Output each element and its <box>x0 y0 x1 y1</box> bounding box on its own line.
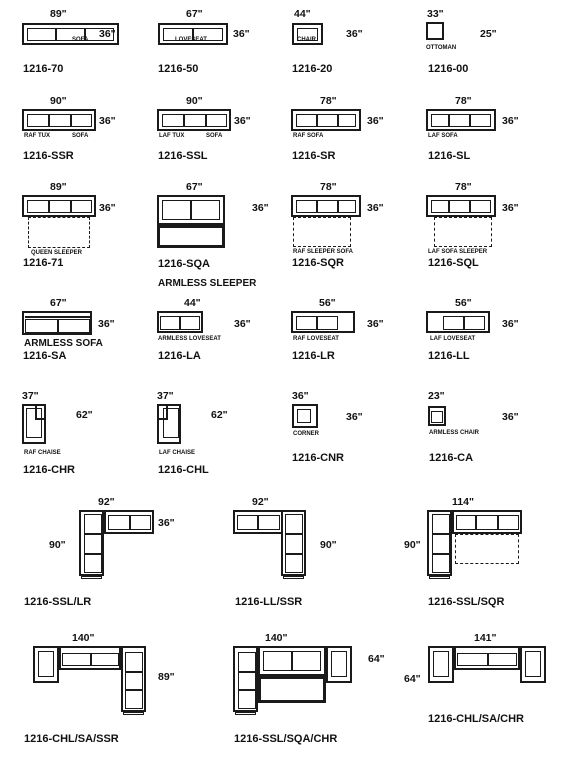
item-code: 1216-SL <box>428 150 471 162</box>
sectional-left-diagram <box>233 510 283 534</box>
width-dim: 141" <box>474 632 497 644</box>
armless-chair-diagram <box>428 406 446 426</box>
item-code: 1216-71 <box>23 257 64 269</box>
width-dim: 67" <box>50 297 67 309</box>
sleeper-diagram <box>157 195 225 225</box>
piece-label: LAF LOVESEAT <box>430 336 476 342</box>
side-dim: 90" <box>49 539 66 551</box>
sectional-right-diagram <box>104 510 154 534</box>
piece-label-left: LAF TUX <box>159 133 185 139</box>
width-dim: 56" <box>455 297 472 309</box>
sectional-diagram <box>157 109 231 131</box>
width-dim: 78" <box>320 181 337 193</box>
armless-sleeper-diagram <box>258 646 326 676</box>
item-code: 1216-SSL/SQA/CHR <box>234 733 338 745</box>
chaise-back <box>157 404 168 420</box>
depth-dim: 36" <box>367 202 384 214</box>
depth-dim: 36" <box>99 28 116 40</box>
item-code: 1216-LL <box>428 350 470 362</box>
chaise-diagram <box>326 646 352 683</box>
width-dim: 44" <box>294 8 311 20</box>
item-code: 1216-00 <box>428 63 469 75</box>
item-subtitle: ARMLESS SOFA <box>24 338 103 349</box>
piece-label: QUEEN SLEEPER <box>31 250 83 256</box>
item-code: 1216-CHR <box>23 464 75 476</box>
sleeper-diagram <box>291 195 361 217</box>
piece-label: RAF CHAISE <box>24 450 61 456</box>
depth-dim: 36" <box>234 115 251 127</box>
side-dim: 90" <box>320 539 337 551</box>
side-dim: 64" <box>368 653 385 665</box>
depth-dim: 36" <box>234 318 251 330</box>
sleeper-bed-outline <box>293 217 351 247</box>
piece-label: OTTOMAN <box>426 45 457 51</box>
armless-sofa-diagram <box>59 646 121 670</box>
width-dim: 140" <box>265 632 288 644</box>
sectional-right-diagram <box>452 510 522 534</box>
piece-label: LAF SOFA SLEEPER <box>428 249 488 255</box>
sleeper-bed-outline <box>455 534 519 564</box>
depth-dim: 36" <box>158 517 175 529</box>
item-code: 1216-SQR <box>292 257 344 269</box>
item-code: 1216-SSR <box>23 150 74 162</box>
depth-dim: 36" <box>98 318 115 330</box>
width-dim: 92" <box>252 496 269 508</box>
side-dim: 89" <box>158 671 175 683</box>
sleeper-diagram <box>426 195 496 217</box>
depth-dim: 62" <box>76 409 93 421</box>
sectional-diagram <box>22 109 96 131</box>
width-dim: 89" <box>50 181 67 193</box>
depth-dim: 36" <box>99 115 116 127</box>
depth-dim: 36" <box>367 318 384 330</box>
piece-label: LAF CHAISE <box>159 450 195 456</box>
piece-label: ARMLESS CHAIR <box>429 430 480 436</box>
width-dim: 56" <box>319 297 336 309</box>
item-code: 1216-CHL/SA/SSR <box>24 733 119 745</box>
sofa-diagram <box>22 311 92 335</box>
depth-dim: 36" <box>346 411 363 423</box>
depth-dim: 36" <box>99 202 116 214</box>
piece-label: CHAIR <box>297 37 316 43</box>
chaise-diagram <box>520 646 546 683</box>
piece-label-right: SOFA <box>72 133 89 139</box>
sleeper-bed-outline <box>434 217 492 247</box>
width-dim: 114" <box>452 496 474 508</box>
armless-sofa-diagram <box>454 646 520 670</box>
item-code: 1216-LA <box>158 350 201 362</box>
side-dim: 90" <box>404 539 421 551</box>
loveseat-diagram <box>291 311 355 333</box>
item-code: 1216-SSL <box>158 150 208 162</box>
item-code: 1216-20 <box>292 63 333 75</box>
ottoman-diagram <box>426 22 444 40</box>
width-dim: 78" <box>455 181 472 193</box>
width-dim: 92" <box>98 496 115 508</box>
width-dim: 140" <box>72 632 95 644</box>
depth-dim: 36" <box>252 202 269 214</box>
depth-dim: 25" <box>480 28 497 40</box>
width-dim: 90" <box>186 95 203 107</box>
item-code: 1216-SQA <box>158 258 210 270</box>
item-code: 1216-SSL/SQR <box>428 596 505 608</box>
item-code: 1216-CA <box>429 452 474 464</box>
sleeper-bed-outline <box>258 676 326 703</box>
width-dim: 36" <box>292 390 309 402</box>
sectional-right-diagram <box>121 646 146 712</box>
sectional-left-diagram <box>427 510 452 576</box>
width-dim: 67" <box>186 181 203 193</box>
piece-label: LOVESEAT <box>175 37 207 43</box>
width-dim: 33" <box>427 8 444 20</box>
piece-label: RAF SOFA <box>293 133 324 139</box>
piece-label-right: SOFA <box>206 133 223 139</box>
item-code: 1216-SR <box>292 150 336 162</box>
width-dim: 78" <box>320 95 337 107</box>
side-dim: 64" <box>404 673 421 685</box>
width-dim: 37" <box>157 390 174 402</box>
sectional-right-diagram <box>281 510 306 576</box>
width-dim: 67" <box>186 8 203 20</box>
item-code: 1216-SQL <box>428 257 479 269</box>
depth-dim: 36" <box>502 202 519 214</box>
width-dim: 37" <box>22 390 39 402</box>
item-code: 1216-SA <box>23 350 67 362</box>
item-code: 1216-LR <box>292 350 335 362</box>
depth-dim: 62" <box>211 409 228 421</box>
item-subtitle: ARMLESS SLEEPER <box>158 278 257 289</box>
chaise-diagram <box>33 646 59 683</box>
depth-dim: 36" <box>502 318 519 330</box>
width-dim: 78" <box>455 95 472 107</box>
depth-dim: 36" <box>346 28 363 40</box>
sleeper-bed-outline <box>157 225 225 248</box>
item-code: 1216-CNR <box>292 452 344 464</box>
chaise-back <box>35 404 46 420</box>
piece-label: RAF LOVESEAT <box>293 336 339 342</box>
piece-label: CORNER <box>293 431 320 437</box>
width-dim: 90" <box>50 95 67 107</box>
depth-dim: 36" <box>502 115 519 127</box>
width-dim: 23" <box>428 390 445 402</box>
sofa-diagram <box>426 109 496 131</box>
item-code: 1216-70 <box>23 63 64 75</box>
item-code: 1216-LL/SSR <box>235 596 303 608</box>
depth-dim: 36" <box>367 115 384 127</box>
piece-label: RAF SLEEPER SOFA <box>293 249 354 255</box>
chaise-diagram <box>428 646 454 683</box>
item-code: 1216-SSL/LR <box>24 596 92 608</box>
item-code: 1216-50 <box>158 63 199 75</box>
piece-label: ARMLESS LOVESEAT <box>158 336 221 342</box>
depth-dim: 36" <box>502 411 519 423</box>
loveseat-diagram <box>157 311 203 333</box>
depth-dim: 36" <box>233 28 250 40</box>
corner-diagram <box>292 404 318 428</box>
sleeper-diagram <box>22 195 96 217</box>
piece-label: LAF SOFA <box>428 133 458 139</box>
width-dim: 89" <box>50 8 67 20</box>
sleeper-bed-outline <box>28 217 90 248</box>
item-code: 1216-CHL/SA/CHR <box>428 713 524 725</box>
piece-label-left: RAF TUX <box>24 133 50 139</box>
item-code: 1216-CHL <box>158 464 209 476</box>
loveseat-diagram <box>426 311 490 333</box>
piece-label: SOFA <box>72 37 89 43</box>
sectional-left-diagram <box>233 646 258 712</box>
sofa-diagram <box>291 109 361 131</box>
sectional-left-diagram <box>79 510 104 576</box>
width-dim: 44" <box>184 297 201 309</box>
